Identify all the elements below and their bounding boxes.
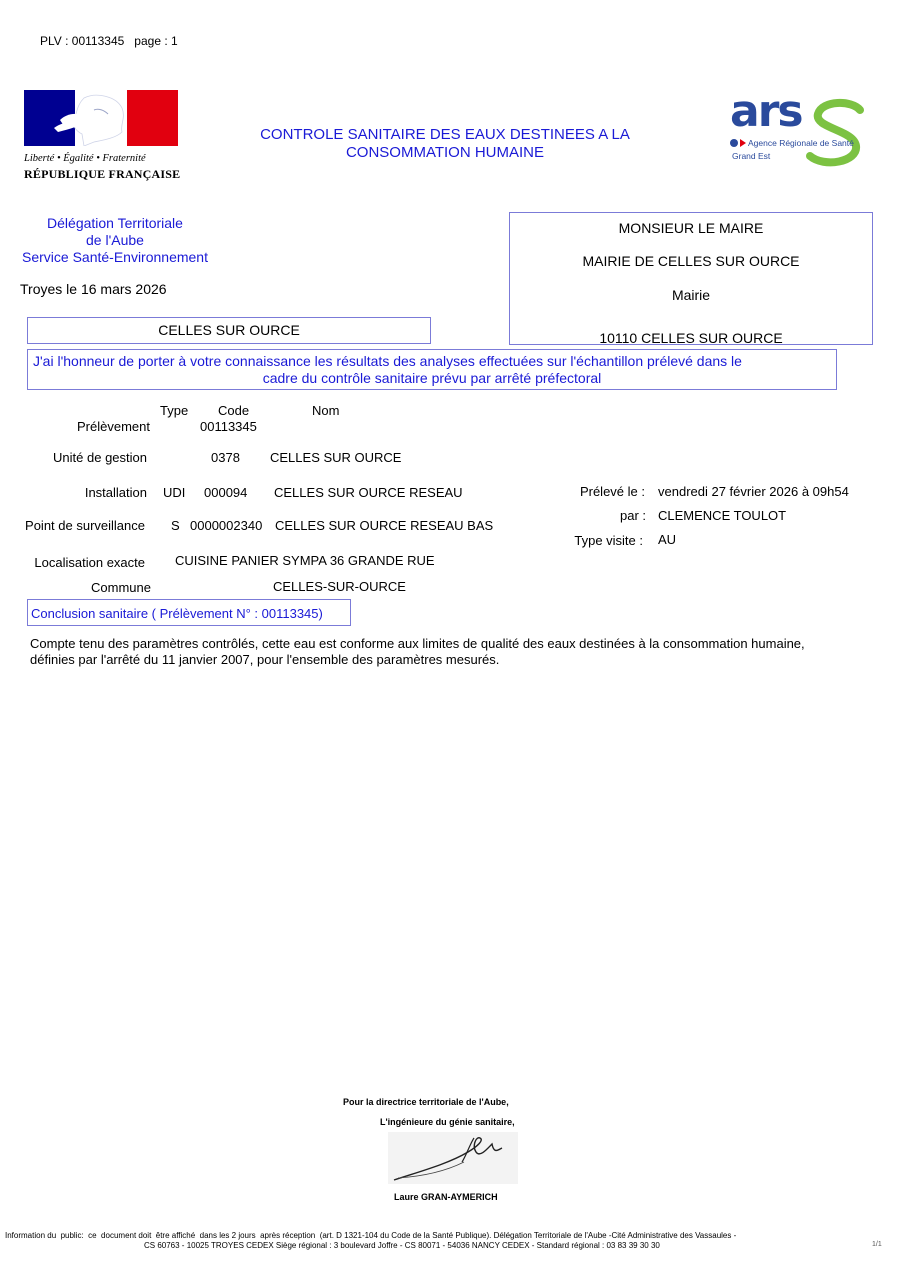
conclusion-line1: Compte tenu des paramètres contrôlés, cette eau est conforme aux limites de qualité des eaux destinées à la consommation humaine, — [30, 636, 805, 651]
recipient-line1: MONSIEUR LE MAIRE — [618, 220, 764, 236]
row-label-localisation: Localisation exacte — [34, 555, 145, 570]
marianne-icon — [24, 90, 178, 146]
rf-motto: Liberté • Égalité • Fraternité — [24, 153, 146, 164]
recipient-box — [509, 212, 873, 345]
visite-label: Type visite : — [574, 533, 643, 548]
footer-line1: Information du public: ce document doit être affiché dans les 2 jours après réception (art. D 1321-104 du Code de la Santé Publique). Délégation Territoriale de l'Aube -Cité Administrative des Vassaules - — [5, 1231, 737, 1240]
preleve-value: vendredi 27 février 2026 à 09h54 — [658, 484, 849, 499]
visite-value: AU — [658, 532, 677, 547]
installation-type: UDI — [163, 485, 186, 500]
col-header-code: Code — [218, 403, 250, 418]
conclusion-text — [30, 636, 805, 668]
sender-line1: Délégation Territoriale — [47, 215, 183, 231]
page-title-line1: CONTROLE SANITAIRE DES EAUX DESTINEES A LA — [260, 126, 630, 143]
row-label-installation: Installation — [84, 485, 147, 500]
row-label-unite: Unité de gestion — [53, 450, 147, 465]
row-label-commune: Commune — [91, 580, 151, 595]
col-header-type: Type — [160, 403, 189, 418]
republique-francaise-logo — [24, 90, 181, 181]
intro-line2: cadre du contrôle sanitaire prévu par arrêté préfectoral — [262, 370, 602, 386]
intro-box — [27, 349, 837, 390]
installation-nom: CELLES SUR OURCE RESEAU — [274, 485, 463, 500]
col-header-nom: Nom — [312, 403, 340, 418]
conclusion-line2: définies par l'arrêté du 11 janvier 2007, pour l'ensemble des paramètres mesurés. — [30, 652, 500, 667]
rf-name: RÉPUBLIQUE FRANÇAISE — [24, 167, 181, 181]
signature-name: Laure GRAN-AYMERICH — [394, 1192, 498, 1202]
par-label: par : — [619, 508, 646, 523]
plv-reference: PLV : 00113345 page : 1 — [40, 34, 178, 48]
sender-block — [10, 215, 220, 266]
recipient-line2: MAIRIE DE CELLES SUR OURCE — [582, 253, 800, 269]
commune-box: CELLES SUR OURCE — [27, 317, 431, 344]
conclusion-title: Conclusion sanitaire ( Prélèvement N° : 00113345) — [27, 599, 351, 626]
signature-line2: L'ingénieure du génie sanitaire, — [380, 1117, 515, 1127]
point-type: S — [171, 518, 180, 533]
footer-line2: CS 60763 - 10025 TROYES CEDEX Siège régional : 3 boulevard Joffre - CS 80071 - 54036 NANCY CEDEX - Standard régional : 03 83 39 30 30 — [144, 1241, 660, 1250]
recipient-line4: 10110 CELLES SUR OURCE — [599, 330, 783, 346]
point-nom: CELLES SUR OURCE RESEAU BAS — [275, 518, 494, 533]
preleve-label: Prélevé le : — [579, 484, 645, 499]
unite-code: 0378 — [211, 450, 240, 465]
ars-agency: Agence Régionale de Santé — [748, 138, 854, 148]
point-code: 0000002340 — [190, 518, 263, 533]
signature-image — [388, 1132, 518, 1184]
row-label-point: Point de surveillance — [25, 518, 145, 533]
installation-code: 000094 — [204, 485, 248, 500]
ars-letters: ars — [730, 86, 802, 137]
row-label-prelevement: Prélèvement — [77, 419, 150, 434]
ars-logo — [728, 86, 868, 172]
signature-line1: Pour la directrice territoriale de l'Aube, — [343, 1097, 509, 1107]
par-value: CLEMENCE TOULOT — [658, 508, 787, 523]
page-mark: 1/1 — [872, 1241, 882, 1248]
page-title — [230, 126, 660, 162]
handwritten-signature-icon — [388, 1132, 518, 1184]
commune-value: CELLES-SUR-OURCE — [273, 579, 406, 594]
prelevement-code: 00113345 — [200, 419, 257, 434]
page-title-line2: CONSOMMATION HUMAINE — [345, 144, 545, 161]
ars-dots-icon — [730, 138, 748, 148]
sender-line3: Service Santé-Environnement — [22, 249, 208, 265]
ars-s-icon — [804, 98, 866, 170]
localisation-value: CUISINE PANIER SYMPA 36 GRANDE RUE — [175, 553, 435, 568]
unite-nom: CELLES SUR OURCE — [270, 450, 402, 465]
ars-region: Grand Est — [732, 151, 771, 161]
intro-line1: J'ai l'honneur de porter à votre connaissance les résultats des analyses effectuées sur l'échantillon prélevé dans le — [33, 353, 742, 369]
document-date: Troyes le 16 mars 2026 — [20, 281, 167, 297]
recipient-line3: Mairie — [671, 287, 711, 303]
sender-line2: de l'Aube — [86, 232, 144, 248]
